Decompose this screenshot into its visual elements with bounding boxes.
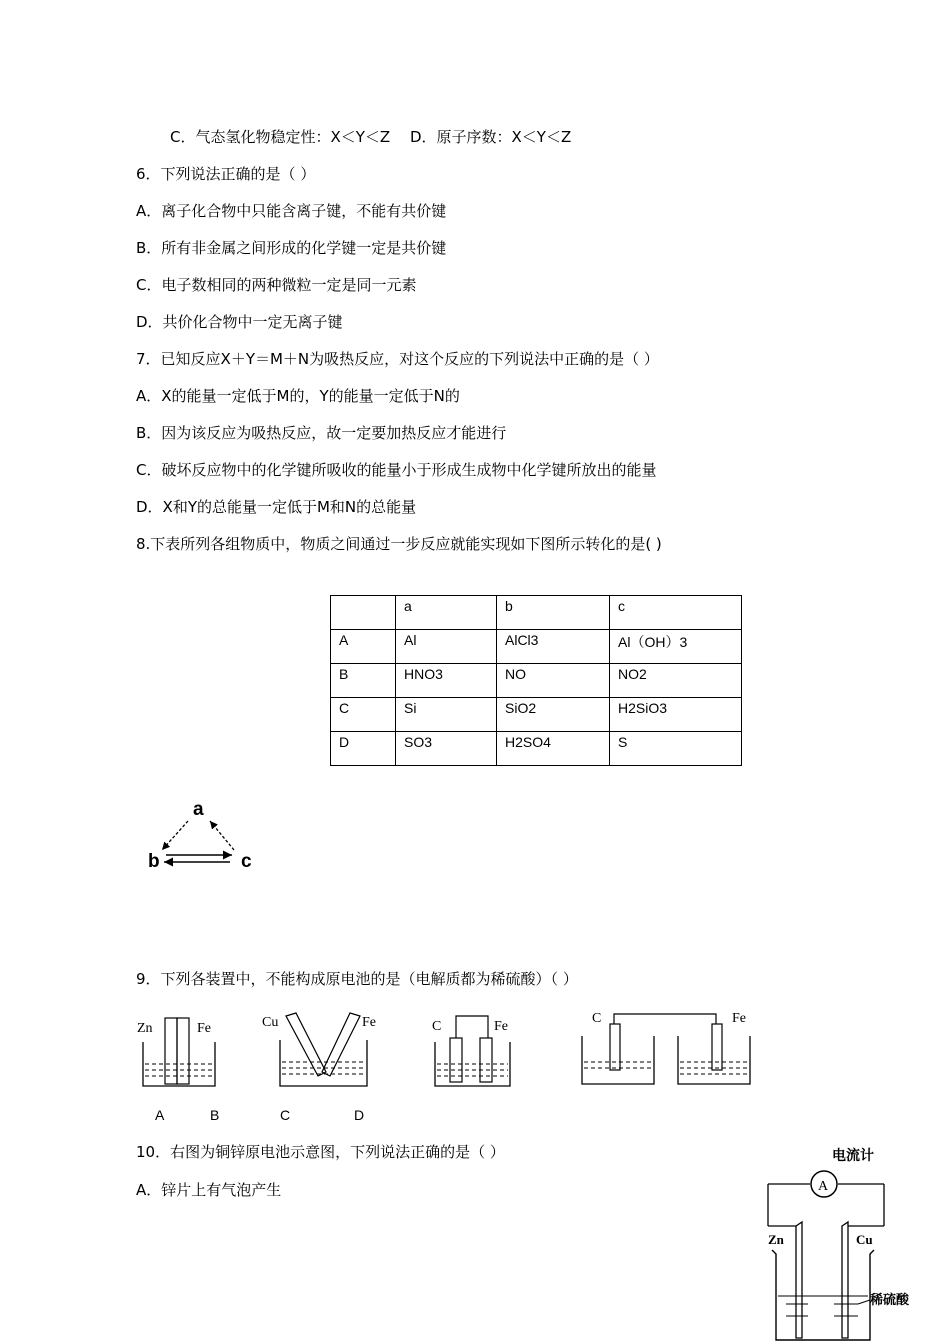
q7-option-a: A．X的能量一定低于M的，Y的能量一定低于N的 <box>136 387 460 405</box>
substance-table <box>330 595 742 766</box>
apparatus-d <box>578 1006 758 1086</box>
table-cell: SiO2 <box>497 698 610 732</box>
acid-label: 稀硫酸 <box>870 1293 910 1308</box>
table-header-row <box>331 596 742 630</box>
table-cell: A <box>331 630 396 664</box>
q5-option-c-d: C．气态氢化物稳定性：X＜Y＜Z D．原子序数：X＜Y＜Z <box>170 128 572 146</box>
table-row <box>331 630 742 664</box>
table-row <box>331 664 742 698</box>
q6-option-c: C．电子数相同的两种微粒一定是同一元素 <box>136 276 417 294</box>
table-cell: Si <box>396 698 497 732</box>
table-cell: NO2 <box>610 664 742 698</box>
table-cell: HNO3 <box>396 664 497 698</box>
table-cell: C <box>331 698 396 732</box>
q6-option-a: A．离子化合物中只能含离子键，不能有共价键 <box>136 202 447 220</box>
table-row <box>331 732 742 766</box>
table-cell: SO3 <box>396 732 497 766</box>
apparatus-letter-d: D <box>354 1107 365 1123</box>
arrow-c-to-a <box>210 821 234 850</box>
apparatus-c <box>430 1012 520 1092</box>
q8-stem: 8.下表所列各组物质中，物质之间通过一步反应就能实现如下图所示转化的是( ) <box>136 535 662 553</box>
table-cell: H2SiO3 <box>610 698 742 732</box>
q10-option-a: A．锌片上有气泡产生 <box>136 1181 282 1199</box>
apparatus-b <box>262 1010 376 1090</box>
q7-option-d: D．X和Y的总能量一定低于M和N的总能量 <box>136 498 417 516</box>
table-cell: B <box>331 664 396 698</box>
q10-stem: 10．右图为铜锌原电池示意图，下列说法正确的是（ ） <box>136 1143 505 1161</box>
table-header-cell: c <box>610 596 742 630</box>
q7-stem: 7．已知反应X＋Y＝M＋N为吸热反应，对这个反应的下列说法中正确的是（ ） <box>136 350 659 368</box>
electrode-label: Fe <box>732 1011 746 1026</box>
electrode-label: Zn <box>137 1021 153 1036</box>
table-row <box>331 698 742 732</box>
table-header-cell: a <box>396 596 497 630</box>
electrode-label: Cu <box>262 1015 279 1030</box>
table-cell: D <box>331 732 396 766</box>
node-a: a <box>193 799 204 820</box>
table-cell: Al <box>396 630 497 664</box>
copper-zinc-cell-diagram <box>762 1142 942 1342</box>
electrode-label: Fe <box>494 1019 508 1034</box>
apparatus-letter-b: B <box>210 1107 220 1123</box>
table-cell: NO <box>497 664 610 698</box>
electrode-label: C <box>592 1011 602 1026</box>
apparatus-a <box>135 1012 225 1092</box>
table-cell: H2SO4 <box>497 732 610 766</box>
zn-label: Zn <box>768 1232 784 1247</box>
table-header-cell <box>331 596 396 630</box>
q7-option-b: B．因为该反应为吸热反应，故一定要加热反应才能进行 <box>136 424 507 442</box>
q9-stem: 9．下列各装置中，不能构成原电池的是（电解质都为稀硫酸）（ ） <box>136 970 578 988</box>
table-header-cell: b <box>497 596 610 630</box>
electrode-label: Fe <box>362 1015 376 1030</box>
table-cell: S <box>610 732 742 766</box>
q6-stem: 6．下列说法正确的是（ ） <box>136 165 316 183</box>
arrow-a-to-b <box>162 821 188 850</box>
q6-option-b: B．所有非金属之间形成的化学键一定是共价键 <box>136 239 447 257</box>
node-b: b <box>148 851 160 872</box>
ammeter-symbol: A <box>818 1179 829 1194</box>
table-cell: Al（OH）3 <box>610 630 742 664</box>
table-cell: AlCl3 <box>497 630 610 664</box>
apparatus-letter-c: C <box>280 1107 291 1123</box>
conversion-triangle-diagram <box>140 795 270 875</box>
cu-label: Cu <box>856 1232 873 1247</box>
node-c: c <box>241 851 252 872</box>
ammeter-title: 电流计 <box>832 1148 874 1164</box>
apparatus-letter-a: A <box>155 1107 165 1123</box>
electrode-label: Fe <box>197 1021 211 1036</box>
q7-option-c: C．破坏反应物中的化学键所吸收的能量小于形成生成物中化学键所放出的能量 <box>136 461 657 479</box>
electrode-label: C <box>432 1019 442 1034</box>
q6-option-d: D．共价化合物中一定无离子键 <box>136 313 343 331</box>
